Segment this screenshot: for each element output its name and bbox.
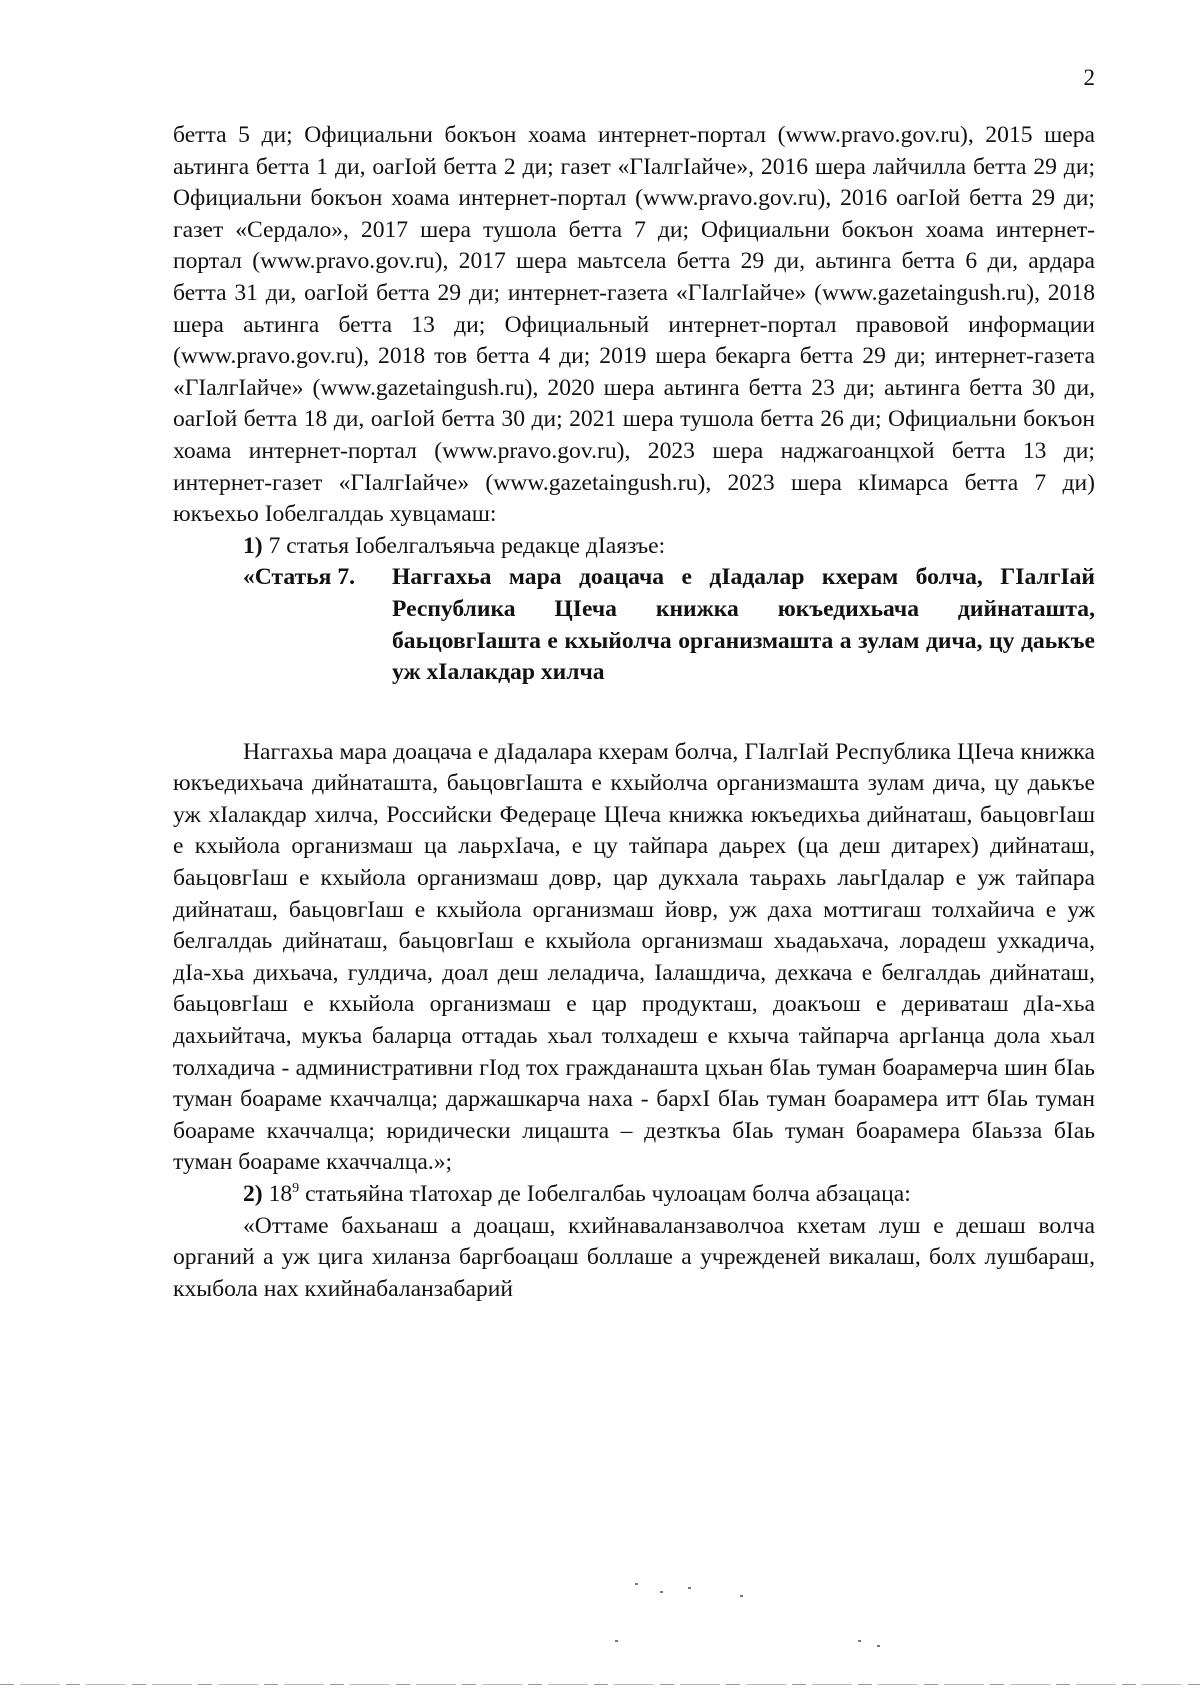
scan-speck	[877, 1645, 880, 1647]
article-body-paragraph: Наггахьа мара доацача е дIадалара кхерам болча, ГIалгIай Республика ЦIеча книжка юкъедихьача дийнаташта, баьцовгIашта е кхыйолча организмашта зулам дича, цу даькъе уж хIалакдар хилча, Российски Федераце ЦIеча книжка юкъедихьа дийнаташ, баьцовгIаш е кхыйола организмаш ца лаьрхIача, е цу тайпара даьрех (ца деш дитарех) дийнаташ, баьцовгIаш е кхыйола организмаш довр, цар дукхала таьрахь лаьгIдалар е уж тайпара дийнаташ, баьцовгIаш е кхыйола организмаш йовр, уж даха моттигаш толхайича е уж белгалдаь дийнаташ, баьцовгIаш е кхыйола организмаш хьадаьхача, лорадеш ухкадича, дIа-хьа дихьача, гулдича, доал деш леладича, Iалашдича, дехкача е белгалдаь дийнаташ, баьцовгIаш е кхыйола организмаш е цар продукташ, доакъош е дериваташ дIа-хьа дахьийтача, мукъа баларца оттадаь хьал толхадеш е кхыча тайпарча аргIанца дола хьал толхадича - административни гIод тох гражданашта цхьан бIаь туман боарамерча шин бIаь туман боараме кхаччалца; даржашкарча наха - бархI бIаь туман боарамера итт бIаь туман боараме кхаччалца; юридически лицашта – дезткъа бIаь туман боарамера бIаьзза бIаь туман боараме кхаччалца.»;	[173, 738, 1095, 1176]
scan-speck	[688, 1587, 691, 1589]
heading-spacer	[173, 689, 1095, 737]
article-number-superscript: 9	[292, 1181, 300, 1196]
amendment-item-2-number: 2)	[243, 1181, 263, 1207]
article-heading-title: Наггахьа мара доацача е дIадалар кхерам болча, ГIалгIай Республика ЦIеча книжка юкъедихьача дийнаташта, баьцовгIашта е кхыйолча организмашта а зулам дича, цу даькъе уж хIалакдар хилча	[392, 564, 1095, 686]
amendment-item-2-text: статьяйна тIатохар де Iобелгалбаь чулоацам болча абзацаца:	[305, 1181, 911, 1207]
amendment-item-1-number: 1)	[243, 532, 263, 559]
scan-speck	[660, 1591, 663, 1593]
intro-paragraph: бетта 5 ди; Официальни бокъон хоама интернет-портал (www.pravo.gov.ru), 2015 шера аьтинга бетта 1 ди, оагIой бетта 2 ди; газет «ГIалгIайче», 2016 шера лайчилла бетта 29 ди; Официальни бокъон хоама интернет-портал (www.pravo.gov.ru), 2016 оагIой бетта 29 ди; газет «Сердало», 2017 шера тушола бетта 7 ди; Официальни бокъон хоама интернет-портал (www.pravo.gov.ru), 2017 шера маьтсела бетта 29 ди, аьтинга бетта 6 ди, ардара бетта 31 ди, оагIой бетта 29 ди; интернет-газета «ГIалгIайче» (www.gazetaingush.ru), 2018 шера аьтинга бетта 13 ди; Официальный интернет-портал правовой информации (www.pravo.gov.ru), 2018 тов бетта 4 ди; 2019 шера бекарга бетта 29 ди; интернет-газета «ГIалгIайче» (www.gazetaingush.ru), 2020 шера аьтинга бетта 23 ди; аьтинга бетта 30 ди, оагIой бетта 18 ди, оагIой бетта 30 ди; 2021 шера тушола бетта 26 ди; Официальни бокъон хоама интернет-портал (www.pravo.gov.ru), 2023 шера наджагоанцхой бетта 13 ди; интернет-газет «ГIалгIайче» (www.gazetaingush.ru), 2023 шера кIимарса бетта 7 ди) юкъехьо Iобелгалдаь хувцамаш:	[173, 122, 1095, 528]
document-body	[173, 120, 1095, 1305]
scan-speck	[740, 1595, 743, 1597]
amendment-item-2	[173, 1179, 1095, 1211]
quote-paragraph: «Оттаме бахьанаш а доацаш, кхийнаваланзаволчоа кхетам луш е дешаш волча органий а уж цига хиланза баргбоацаш боллаше а учрежденей викалаш, болх лушбараш, кхыбола нах кхийнабаланзабарий	[173, 1212, 1095, 1302]
page-number: 2	[1083, 65, 1095, 90]
amendment-item-1-text: 7 статья Iобелгалъяьча редакце дIаязъе:	[268, 532, 666, 559]
scan-speck	[858, 1640, 861, 1642]
article-heading	[173, 562, 1095, 688]
scan-bottom-edge	[0, 1684, 1200, 1685]
article-number: 18	[268, 1181, 293, 1207]
article-heading-prefix: «Статья 7.	[243, 564, 356, 591]
scan-speck	[615, 1640, 618, 1642]
scan-speck	[635, 1583, 638, 1585]
amendment-item-1	[173, 531, 1095, 563]
